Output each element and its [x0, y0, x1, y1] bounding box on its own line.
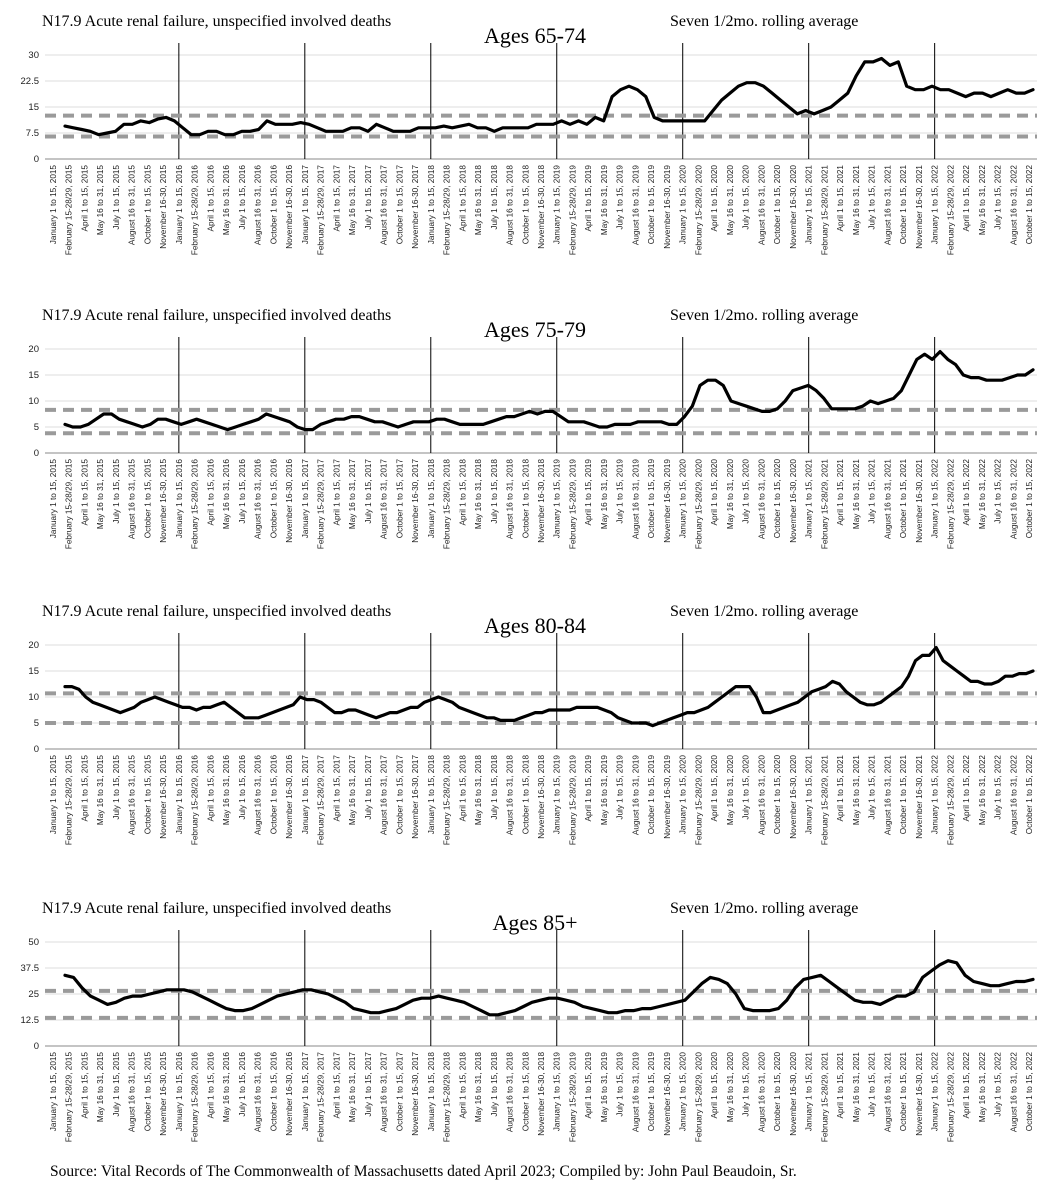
x-tick-label: February 15-28/29, 2015 [64, 459, 74, 550]
x-tick-label: February 15-28/29, 2020 [694, 165, 704, 256]
chart-title: Ages 75-79 [483, 317, 587, 342]
x-tick-label: October 1 to 15, 2015 [143, 755, 153, 835]
chart-subtitle-right: Seven 1/2mo. rolling average [670, 900, 859, 917]
x-tick-label: February 15-28/29, 2021 [820, 755, 830, 846]
x-tick-label: October 1 to 15, 2018 [521, 1052, 531, 1132]
x-tick-label: February 15-28/29, 2022 [946, 165, 956, 256]
x-tick-label: February 15-28/29, 2015 [64, 1052, 74, 1143]
x-tick-label: February 15-28/29, 2018 [442, 1052, 452, 1143]
x-tick-label: November 16-30, 2018 [537, 1052, 546, 1136]
x-tick-label: January 1 to 15, 2015 [48, 165, 58, 245]
x-tick-label: July 1 to 15, 2017 [363, 165, 373, 230]
x-tick-label: January 1 to 15, 2020 [678, 459, 688, 539]
x-tick-label: October 1 to 15, 2022 [1025, 459, 1035, 539]
y-tick-label: 50 [28, 937, 39, 948]
x-tick-label: February 15-28/29, 2015 [64, 165, 74, 256]
x-tick-label: August 16 to 31, 2021 [883, 165, 893, 246]
x-tick-label: August 16 to 31, 2021 [883, 1052, 893, 1133]
x-tick-label: April 1 to 15, 2021 [836, 1052, 846, 1119]
x-tick-label: April 1 to 15, 2020 [710, 165, 720, 232]
chart-title: Ages 65-74 [483, 23, 587, 48]
x-tick-label: November 16-30, 2019 [662, 459, 672, 543]
x-tick-label: November 16-30, 2021 [914, 165, 924, 249]
x-tick-label: February 15-28/29, 2017 [316, 165, 326, 256]
x-tick-label: November 16-30, 2020 [788, 755, 798, 839]
x-tick-label: January 1 to 15, 2019 [552, 459, 562, 539]
x-tick-label: May 16 to 31, 2020 [725, 755, 735, 826]
y-tick-label: 12.5 [20, 1015, 39, 1026]
x-tick-label: February 15-28/29, 2022 [946, 755, 956, 846]
x-tick-label: February 15-28/29, 2020 [694, 459, 704, 550]
chart-subtitle-right: Seven 1/2mo. rolling average [670, 13, 859, 30]
x-tick-label: May 16 to 31, 2022 [977, 459, 987, 530]
x-tick-label: February 15-28/29, 2021 [820, 1052, 830, 1143]
source-caption: Source: Vital Records of The Commonwealth of Massachusetts dated April 2023; Compiled by: John Paul Beaudoin, Sr. [50, 1163, 797, 1180]
x-tick-label: January 1 to 15, 2020 [678, 165, 688, 245]
x-tick-label: August 16 to 31, 2019 [631, 459, 641, 540]
x-tick-label: August 16 to 31, 2015 [127, 755, 137, 836]
x-tick-label: February 15-28/29, 2016 [190, 459, 200, 550]
x-tick-label: April 1 to 15, 2020 [710, 1052, 720, 1119]
x-tick-label: November 16-30, 2015 [159, 165, 169, 249]
chart-subtitle-right: Seven 1/2mo. rolling average [670, 603, 859, 620]
x-tick-label: July 1 to 15, 2015 [111, 459, 121, 524]
x-tick-label: April 1 to 15, 2015 [80, 165, 90, 232]
x-tick-label: January 1 to 15, 2017 [300, 755, 310, 835]
x-tick-label: April 1 to 15, 2019 [584, 459, 594, 526]
x-tick-label: April 1 to 15, 2016 [206, 1052, 216, 1119]
x-tick-label: October 1 to 15, 2015 [143, 459, 153, 539]
chart-panel-1 [21, 13, 1038, 255]
x-tick-label: February 15-28/29, 2017 [316, 755, 326, 846]
x-tick-label: May 16 to 31, 2018 [474, 459, 484, 530]
x-tick-label: April 1 to 15, 2016 [206, 755, 216, 822]
x-tick-label: July 1 to 15, 2022 [993, 459, 1003, 524]
x-tick-label: May 16 to 31, 2019 [599, 165, 609, 236]
x-tick-label: May 16 to 31, 2015 [96, 1052, 106, 1123]
x-tick-label: January 1 to 15, 2021 [804, 1052, 814, 1132]
x-tick-label: July 1 to 15, 2017 [363, 755, 373, 820]
x-tick-label: April 1 to 15, 2021 [836, 459, 846, 526]
x-tick-label: October 1 to 15, 2019 [647, 165, 657, 245]
x-tick-label: February 15-28/29, 2016 [190, 755, 200, 846]
x-tick-label: August 16 to 31, 2018 [505, 459, 515, 540]
x-tick-label: October 1 to 15, 2020 [773, 1052, 783, 1132]
x-tick-label: January 1 to 15, 2019 [552, 755, 562, 835]
x-tick-label: October 1 to 15, 2020 [773, 165, 783, 245]
x-tick-label: August 16 to 31, 2015 [127, 1052, 137, 1133]
x-tick-label: October 1 to 15, 2016 [269, 459, 279, 539]
x-tick-label: August 16 to 31, 2020 [757, 755, 767, 836]
x-tick-label: January 1 to 15, 2015 [48, 459, 58, 539]
x-tick-label: August 16 to 31, 2017 [379, 165, 389, 246]
x-tick-label: July 1 to 15, 2020 [741, 459, 751, 524]
x-tick-label: October 1 to 15, 2019 [647, 755, 657, 835]
x-tick-label: April 1 to 15, 2015 [80, 1052, 90, 1119]
x-tick-label: August 16 to 31, 2016 [253, 165, 263, 246]
x-tick-label: January 1 to 15, 2019 [552, 165, 562, 245]
x-tick-label: April 1 to 15, 2020 [710, 459, 720, 526]
x-tick-label: February 15-28/29, 2019 [568, 755, 578, 846]
x-tick-label: February 15-28/29, 2019 [568, 459, 578, 550]
x-tick-label: August 16 to 31, 2017 [379, 1052, 389, 1133]
y-tick-label: 0 [33, 448, 39, 459]
x-tick-label: July 1 to 15, 2020 [741, 1052, 751, 1117]
x-tick-label: November 16-30, 2019 [662, 755, 672, 839]
x-tick-label: January 1 to 15, 2015 [48, 755, 58, 835]
x-tick-label: April 1 to 15, 2022 [962, 458, 972, 526]
x-tick-label: August 16 to 31, 2016 [253, 459, 263, 540]
x-tick-label: February 15-28/29, 2018 [442, 165, 452, 256]
x-tick-label: August 16 to 31, 2022 [1009, 755, 1019, 836]
x-tick-label: October 1 to 15, 2020 [773, 755, 783, 835]
x-tick-label: August 16 to 31, 2015 [127, 165, 137, 246]
x-tick-label: April 1 to 15, 2017 [332, 459, 342, 526]
x-tick-label: November 16-30, 2019 [662, 165, 672, 249]
x-tick-label: November 16-30, 2020 [788, 1052, 798, 1136]
x-tick-label: July 1 to 15, 2022 [993, 165, 1003, 230]
x-tick-label: February 15-28/29, 2017 [316, 1052, 326, 1143]
x-tick-label: November 16-30, 2021 [914, 459, 924, 543]
chart-subtitle-left: N17.9 Acute renal failure, unspecified involved deaths [42, 603, 392, 620]
x-tick-label: May 16 to 31, 2015 [96, 165, 106, 236]
x-tick-label: October 1 to 15, 2016 [269, 755, 279, 835]
y-tick-label: 20 [28, 344, 39, 355]
x-tick-label: July 1 to 15, 2021 [867, 459, 877, 524]
x-tick-label: January 1 to 15, 2018 [426, 755, 436, 835]
x-tick-label: April 1 to 15, 2020 [710, 755, 720, 822]
x-tick-label: July 1 to 15, 2020 [741, 165, 751, 230]
x-tick-label: November 16-30, 2016 [285, 1052, 295, 1136]
x-tick-label: October 1 to 15, 2019 [647, 459, 657, 539]
x-tick-label: July 1 to 15, 2018 [489, 459, 499, 524]
x-tick-label: August 16 to 31, 2019 [631, 755, 641, 836]
x-tick-label: May 16 to 31, 2015 [96, 755, 106, 826]
y-tick-label: 37.5 [20, 963, 39, 974]
x-tick-label: April 1 to 15, 2018 [458, 1052, 468, 1119]
x-tick-label: January 1 to 15, 2018 [426, 459, 436, 539]
chart-subtitle-left: N17.9 Acute renal failure, unspecified involved deaths [42, 13, 392, 30]
x-tick-label: January 1 to 15, 2016 [174, 755, 184, 835]
x-tick-label: May 16 to 31, 2017 [348, 755, 358, 826]
x-tick-label: October 1 to 15, 2021 [899, 459, 909, 539]
x-tick-label: April 1 to 15, 2017 [332, 1052, 342, 1119]
x-tick-label: April 1 to 15, 2022 [962, 754, 972, 822]
x-tick-label: August 16 to 31, 2016 [253, 755, 263, 836]
series-line [65, 961, 1033, 1015]
x-tick-label: May 16 to 31, 2019 [599, 755, 609, 826]
x-tick-label: October 1 to 15, 2016 [269, 165, 279, 245]
x-tick-label: May 16 to 31, 2021 [851, 1052, 861, 1123]
x-tick-label: October 1 to 15, 2022 [1025, 165, 1035, 245]
x-tick-label: July 1 to 15, 2015 [111, 1052, 121, 1117]
x-tick-label: July 1 to 15, 2016 [237, 459, 247, 524]
chart-title: Ages 80-84 [483, 613, 587, 638]
x-tick-label: February 15-28/29, 2021 [820, 165, 830, 256]
x-tick-label: October 1 to 15, 2017 [395, 459, 405, 539]
x-tick-label: April 1 to 15, 2021 [836, 755, 846, 822]
x-tick-label: November 16-30, 2015 [159, 459, 169, 543]
x-tick-label: January 1 to 15, 2019 [552, 1052, 562, 1132]
x-tick-label: January 1 to 15, 2017 [300, 165, 310, 245]
y-tick-label: 15 [28, 102, 39, 113]
x-tick-label: February 15-28/29, 2020 [694, 755, 704, 846]
x-tick-label: January 1 to 15, 2016 [174, 459, 184, 539]
x-tick-label: April 1 to 15, 2018 [458, 165, 468, 232]
x-tick-label: October 1 to 15, 2022 [1025, 1052, 1035, 1132]
x-tick-label: July 1 to 15, 2017 [363, 459, 373, 524]
x-tick-label: November 16-30, 2017 [411, 755, 421, 839]
x-tick-label: November 16-30, 2021 [914, 755, 924, 839]
x-tick-label: July 1 to 15, 2018 [489, 165, 499, 230]
chart-subtitle-left: N17.9 Acute renal failure, unspecified involved deaths [42, 900, 392, 917]
x-tick-label: August 16 to 31, 2019 [631, 165, 641, 246]
x-tick-label: November 16-30, 2015 [159, 755, 169, 839]
x-tick-label: February 15-28/29, 2015 [64, 755, 74, 846]
x-tick-label: November 16-30, 2016 [285, 755, 295, 839]
x-tick-label: April 1 to 15, 2022 [962, 164, 972, 232]
x-tick-label: April 1 to 15, 2016 [206, 459, 216, 526]
x-tick-label: October 1 to 15, 2020 [773, 459, 783, 539]
x-tick-label: April 1 to 15, 2017 [332, 755, 342, 822]
x-tick-label: July 1 to 15, 2016 [237, 164, 247, 230]
x-tick-label: October 1 to 15, 2018 [521, 165, 531, 245]
x-tick-label: May 16 to 31, 2018 [474, 1052, 484, 1123]
x-tick-label: August 16 to 31, 2022 [1009, 459, 1019, 540]
x-tick-label: November 16-30, 2017 [411, 459, 421, 543]
x-tick-label: January 1 to 15, 2021 [804, 755, 814, 835]
x-tick-label: July 1 to 15, 2015 [111, 755, 121, 820]
y-tick-label: 5 [33, 422, 39, 433]
y-tick-label: 20 [28, 640, 39, 651]
x-tick-label: November 16-30, 2018 [537, 459, 546, 543]
x-tick-label: July 1 to 15, 2020 [741, 755, 751, 820]
x-tick-label: January 1 to 15, 2018 [426, 165, 436, 245]
x-tick-label: July 1 to 15, 2019 [615, 755, 625, 820]
series-line [65, 59, 1033, 135]
x-tick-label: May 16 to 31, 2022 [977, 755, 987, 826]
x-tick-label: May 16 to 31, 2015 [96, 459, 106, 530]
x-tick-label: July 1 to 15, 2018 [489, 1052, 499, 1117]
x-tick-label: July 1 to 15, 2019 [615, 459, 625, 524]
x-tick-label: October 1 to 15, 2021 [899, 1052, 909, 1132]
x-tick-label: January 1 to 15, 2016 [174, 164, 184, 245]
x-tick-label: October 1 to 15, 2016 [269, 1052, 279, 1132]
y-tick-label: 30 [28, 50, 39, 61]
x-tick-label: August 16 to 31, 2021 [883, 755, 893, 836]
x-tick-label: January 1 to 15, 2016 [174, 1052, 184, 1132]
x-tick-label: July 1 to 15, 2019 [615, 1052, 625, 1117]
x-tick-label: August 16 to 31, 2015 [127, 459, 137, 540]
x-tick-label: October 1 to 15, 2021 [899, 755, 909, 835]
chart-title: Ages 85+ [492, 910, 578, 935]
x-tick-label: May 16 to 31, 2017 [348, 165, 358, 236]
x-tick-label: May 16 to 31, 2022 [977, 165, 987, 236]
x-tick-label: November 16-30, 2020 [788, 165, 798, 249]
x-tick-label: August 16 to 31, 2020 [757, 1052, 767, 1133]
x-tick-label: August 16 to 31, 2018 [505, 1052, 515, 1133]
x-tick-label: May 16 to 31, 2020 [725, 459, 735, 530]
x-tick-label: February 15-28/29, 2016 [190, 1052, 200, 1143]
x-tick-label: August 16 to 31, 2022 [1009, 165, 1019, 246]
x-tick-label: February 15-28/29, 2019 [568, 165, 578, 256]
x-tick-label: April 1 to 15, 2016 [206, 164, 216, 232]
x-tick-label: July 1 to 15, 2016 [237, 1052, 247, 1117]
x-tick-label: April 1 to 15, 2021 [836, 165, 846, 232]
x-tick-label: October 1 to 15, 2017 [395, 165, 405, 245]
x-tick-label: January 1 to 15, 2015 [48, 1052, 58, 1132]
x-tick-label: August 16 to 31, 2021 [883, 459, 893, 540]
x-tick-label: October 1 to 15, 2021 [899, 165, 909, 245]
y-tick-label: 7.5 [25, 128, 39, 139]
x-tick-label: November 16-30, 2020 [788, 459, 798, 543]
x-tick-label: October 1 to 15, 2022 [1025, 755, 1035, 835]
x-tick-label: July 1 to 15, 2021 [867, 165, 877, 230]
x-tick-label: April 1 to 15, 2019 [584, 165, 594, 232]
y-tick-label: 10 [28, 396, 39, 407]
x-tick-label: August 16 to 31, 2018 [505, 755, 515, 836]
x-tick-label: July 1 to 15, 2022 [993, 755, 1003, 820]
x-tick-label: November 16-30, 2016 [285, 165, 295, 249]
chart-subtitle-right: Seven 1/2mo. rolling average [670, 307, 859, 324]
x-tick-label: November 16-30, 2017 [411, 1052, 421, 1136]
x-tick-label: January 1 to 15, 2020 [678, 755, 688, 835]
x-tick-label: April 1 to 15, 2018 [458, 459, 468, 526]
x-tick-label: February 15-28/29, 2019 [568, 1052, 578, 1143]
x-tick-label: January 1 to 15, 2021 [804, 459, 814, 539]
x-tick-label: July 1 to 15, 2021 [867, 755, 877, 820]
x-tick-label: October 1 to 15, 2017 [395, 1052, 405, 1132]
x-tick-label: April 1 to 15, 2018 [458, 755, 468, 822]
x-tick-label: May 16 to 31, 2021 [851, 755, 861, 826]
series-line [65, 648, 1033, 726]
y-tick-label: 5 [33, 718, 39, 729]
y-tick-label: 0 [33, 744, 39, 755]
x-tick-label: January 1 to 15, 2022 [930, 165, 940, 245]
x-tick-label: May 16 to 31, 2016 [222, 164, 232, 236]
x-tick-label: April 1 to 15, 2022 [962, 1052, 972, 1119]
x-tick-label: August 16 to 31, 2022 [1009, 1052, 1019, 1133]
x-tick-label: February 15-28/29, 2016 [190, 164, 200, 256]
y-tick-label: 10 [28, 692, 39, 703]
x-tick-label: July 1 to 15, 2021 [867, 1052, 877, 1117]
x-tick-label: October 1 to 15, 2017 [395, 755, 405, 835]
x-tick-label: October 1 to 15, 2015 [143, 165, 153, 245]
x-tick-label: August 16 to 31, 2016 [253, 1052, 263, 1133]
x-tick-label: October 1 to 15, 2018 [521, 459, 531, 539]
x-tick-label: February 15-28/29, 2022 [946, 459, 956, 550]
y-tick-label: 22.5 [20, 76, 39, 87]
x-tick-label: February 15-28/29, 2018 [442, 459, 452, 550]
x-tick-label: October 1 to 15, 2019 [647, 1052, 657, 1132]
chart-subtitle-left: N17.9 Acute renal failure, unspecified involved deaths [42, 307, 392, 324]
x-tick-label: January 1 to 15, 2022 [930, 755, 940, 835]
x-tick-label: November 16-30, 2016 [285, 459, 295, 543]
x-tick-label: August 16 to 31, 2017 [379, 755, 389, 836]
x-tick-label: May 16 to 31, 2020 [725, 1052, 735, 1123]
x-tick-label: May 16 to 31, 2019 [599, 459, 609, 530]
series-line [65, 352, 1033, 430]
x-tick-label: May 16 to 31, 2018 [474, 755, 484, 826]
x-tick-label: November 16-30, 2018 [537, 755, 546, 839]
x-tick-label: May 16 to 31, 2016 [222, 755, 232, 826]
x-tick-label: February 15-28/29, 2022 [946, 1052, 956, 1143]
x-tick-label: August 16 to 31, 2017 [379, 459, 389, 540]
y-tick-label: 15 [28, 370, 39, 381]
y-tick-label: 25 [28, 989, 39, 1000]
x-tick-label: May 16 to 31, 2021 [851, 165, 861, 236]
y-tick-label: 15 [28, 666, 39, 677]
x-tick-label: May 16 to 31, 2017 [348, 459, 358, 530]
x-tick-label: November 16-30, 2021 [914, 1052, 924, 1136]
chart-panel-2 [28, 307, 1037, 549]
x-tick-label: July 1 to 15, 2015 [111, 165, 121, 230]
x-tick-label: April 1 to 15, 2015 [80, 755, 90, 822]
x-tick-label: August 16 to 31, 2020 [757, 165, 767, 246]
x-tick-label: May 16 to 31, 2016 [222, 1052, 232, 1123]
x-tick-label: October 1 to 15, 2018 [521, 755, 531, 835]
x-tick-label: May 16 to 31, 2020 [725, 165, 735, 236]
x-tick-label: November 16-30, 2017 [411, 165, 421, 249]
x-tick-label: July 1 to 15, 2017 [363, 1052, 373, 1117]
x-tick-label: July 1 to 15, 2016 [237, 755, 247, 820]
x-tick-label: February 15-28/29, 2021 [820, 459, 830, 550]
x-tick-label: April 1 to 15, 2019 [584, 1052, 594, 1119]
x-tick-label: January 1 to 15, 2022 [930, 1052, 940, 1132]
x-tick-label: May 16 to 31, 2017 [348, 1052, 358, 1123]
x-tick-label: May 16 to 31, 2018 [474, 165, 484, 236]
x-tick-label: February 15-28/29, 2018 [442, 755, 452, 846]
x-tick-label: October 1 to 15, 2015 [143, 1052, 153, 1132]
x-tick-label: January 1 to 15, 2018 [426, 1052, 436, 1132]
x-tick-label: July 1 to 15, 2022 [993, 1052, 1003, 1117]
x-tick-label: January 1 to 15, 2017 [300, 1052, 310, 1132]
x-tick-label: November 16-30, 2015 [159, 1052, 169, 1136]
y-tick-label: 0 [33, 1041, 39, 1052]
x-tick-label: February 15-28/29, 2017 [316, 459, 326, 550]
x-tick-label: August 16 to 31, 2018 [505, 165, 515, 246]
y-tick-label: 0 [33, 154, 39, 165]
x-tick-label: August 16 to 31, 2019 [631, 1052, 641, 1133]
x-tick-label: April 1 to 15, 2015 [80, 459, 90, 526]
x-tick-label: February 15-28/29, 2020 [694, 1052, 704, 1143]
x-tick-label: May 16 to 31, 2016 [222, 459, 232, 530]
x-tick-label: April 1 to 15, 2019 [584, 755, 594, 822]
x-tick-label: July 1 to 15, 2018 [489, 755, 499, 820]
x-tick-label: January 1 to 15, 2021 [804, 165, 814, 245]
x-tick-label: November 16-30, 2018 [537, 165, 546, 249]
x-tick-label: May 16 to 31, 2021 [851, 459, 861, 530]
chart-panel-4 [21, 900, 1038, 1142]
x-tick-label: August 16 to 31, 2020 [757, 459, 767, 540]
x-tick-label: May 16 to 31, 2022 [977, 1052, 987, 1123]
x-tick-label: April 1 to 15, 2017 [332, 165, 342, 232]
chart-panel-3 [28, 603, 1037, 845]
x-tick-label: July 1 to 15, 2019 [615, 165, 625, 230]
x-tick-label: November 16-30, 2019 [662, 1052, 672, 1136]
x-tick-label: May 16 to 31, 2019 [599, 1052, 609, 1123]
x-tick-label: January 1 to 15, 2020 [678, 1052, 688, 1132]
x-tick-label: January 1 to 15, 2017 [300, 459, 310, 539]
x-tick-label: January 1 to 15, 2022 [930, 459, 940, 539]
